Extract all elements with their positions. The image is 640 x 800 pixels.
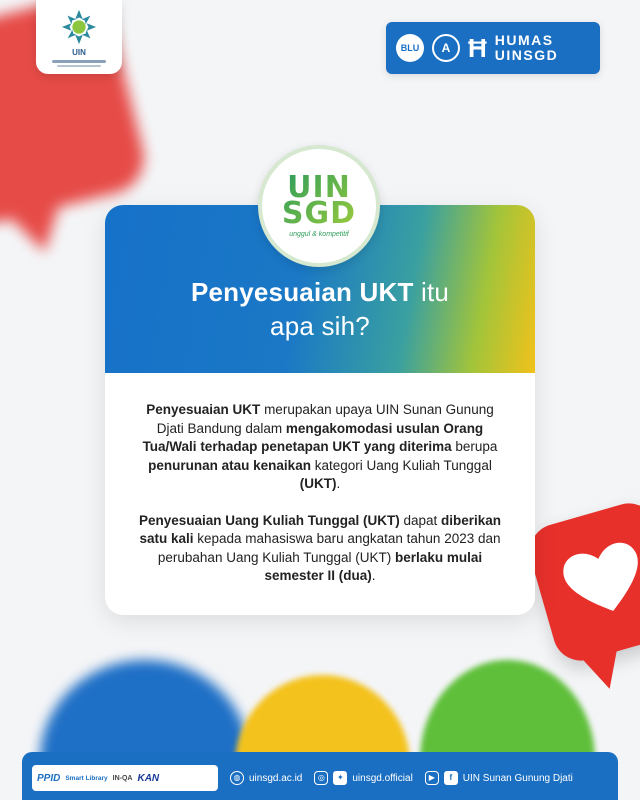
p2-run: diberikan satu kali [139,512,502,546]
heart-icon [555,532,640,626]
humas-badge [386,22,600,74]
kan-logo: KAN [137,772,160,784]
uin-logo-subline [52,60,106,63]
social-handle-text: uinsgd.official [352,772,413,784]
card-body [105,373,535,586]
youtube-icon: ▶ [425,771,439,785]
title-bold: Penyesuaian UKT [190,277,414,307]
logo-tagline: unggul & kompetitif [289,230,349,238]
humas-wordmark [495,33,558,63]
p2-run: dapat [399,512,442,528]
instagram-icon: ◎ [314,771,328,785]
heart-bubble [523,497,640,667]
uinsgd-mark-line: UIN [287,169,351,205]
ppid-logo: PPID [37,772,61,784]
page-name-link[interactable] [425,771,573,785]
humas-h-icon: Ħ [468,33,487,63]
title-line-2: apa sih? [270,311,370,341]
p2-run: . [371,568,376,583]
humas-line-1: HUMAS [494,32,554,48]
uinsgd-round-logo [258,145,380,267]
p1-run: penurunan atau kenaikan [148,457,311,473]
title-rest: itu [413,277,450,307]
paragraph-2 [133,512,507,586]
p1-run: mengakomodasi usulan Orang Tua/Wali terhadap penetapan UKT yang diterima [142,420,484,454]
p1-run: kategori Uang Kuliah Tunggal [310,457,492,473]
globe-icon: ◍ [230,771,244,785]
p1-run: . [336,476,341,491]
p1-run: berupa [451,439,498,454]
p1-run: (UKT) [299,476,337,491]
uinsgd-mark-line: SGD [281,195,357,231]
page-name-text: UIN Sunan Gunung Djati [462,772,573,784]
partner-logos [32,765,218,791]
uin-logo-text: UIN [72,48,86,57]
uin-emblem-icon [60,8,98,46]
p2-run: berlaku mulai semester II (dua) [264,549,483,583]
website-text: uinsgd.ac.id [249,772,303,784]
paragraph-1 [133,401,507,494]
twitter-icon: ✦ [333,771,347,785]
smart-library-logo: Smart Library [65,774,108,782]
uin-logo-subline-2 [57,65,101,67]
uinsgd-mark [281,169,357,231]
p1-run: Penyesuaian UKT [146,402,261,417]
footer-bar [22,752,618,800]
social-handle-link[interactable] [314,771,412,785]
facebook-icon: f [444,771,458,785]
accreditation-logo: A [432,34,460,62]
website-link[interactable] [230,771,302,785]
p2-run: kepada mahasiswa baru angkatan tahun 2023 dan perubahan Uang Kuliah Tunggal (UKT) [157,531,501,565]
card-title [191,275,449,343]
p2-run: Penyesuaian Uang Kuliah Tunggal (UKT) [138,512,400,528]
blu-logo: BLU [396,34,424,62]
p1-run: merupakan upaya UIN Sunan Gunung Djati Bandung dalam [156,402,494,436]
uin-logo [36,0,122,74]
qa-logo: IN-QA [112,774,133,782]
humas-line-2: UINSGD [494,47,559,63]
